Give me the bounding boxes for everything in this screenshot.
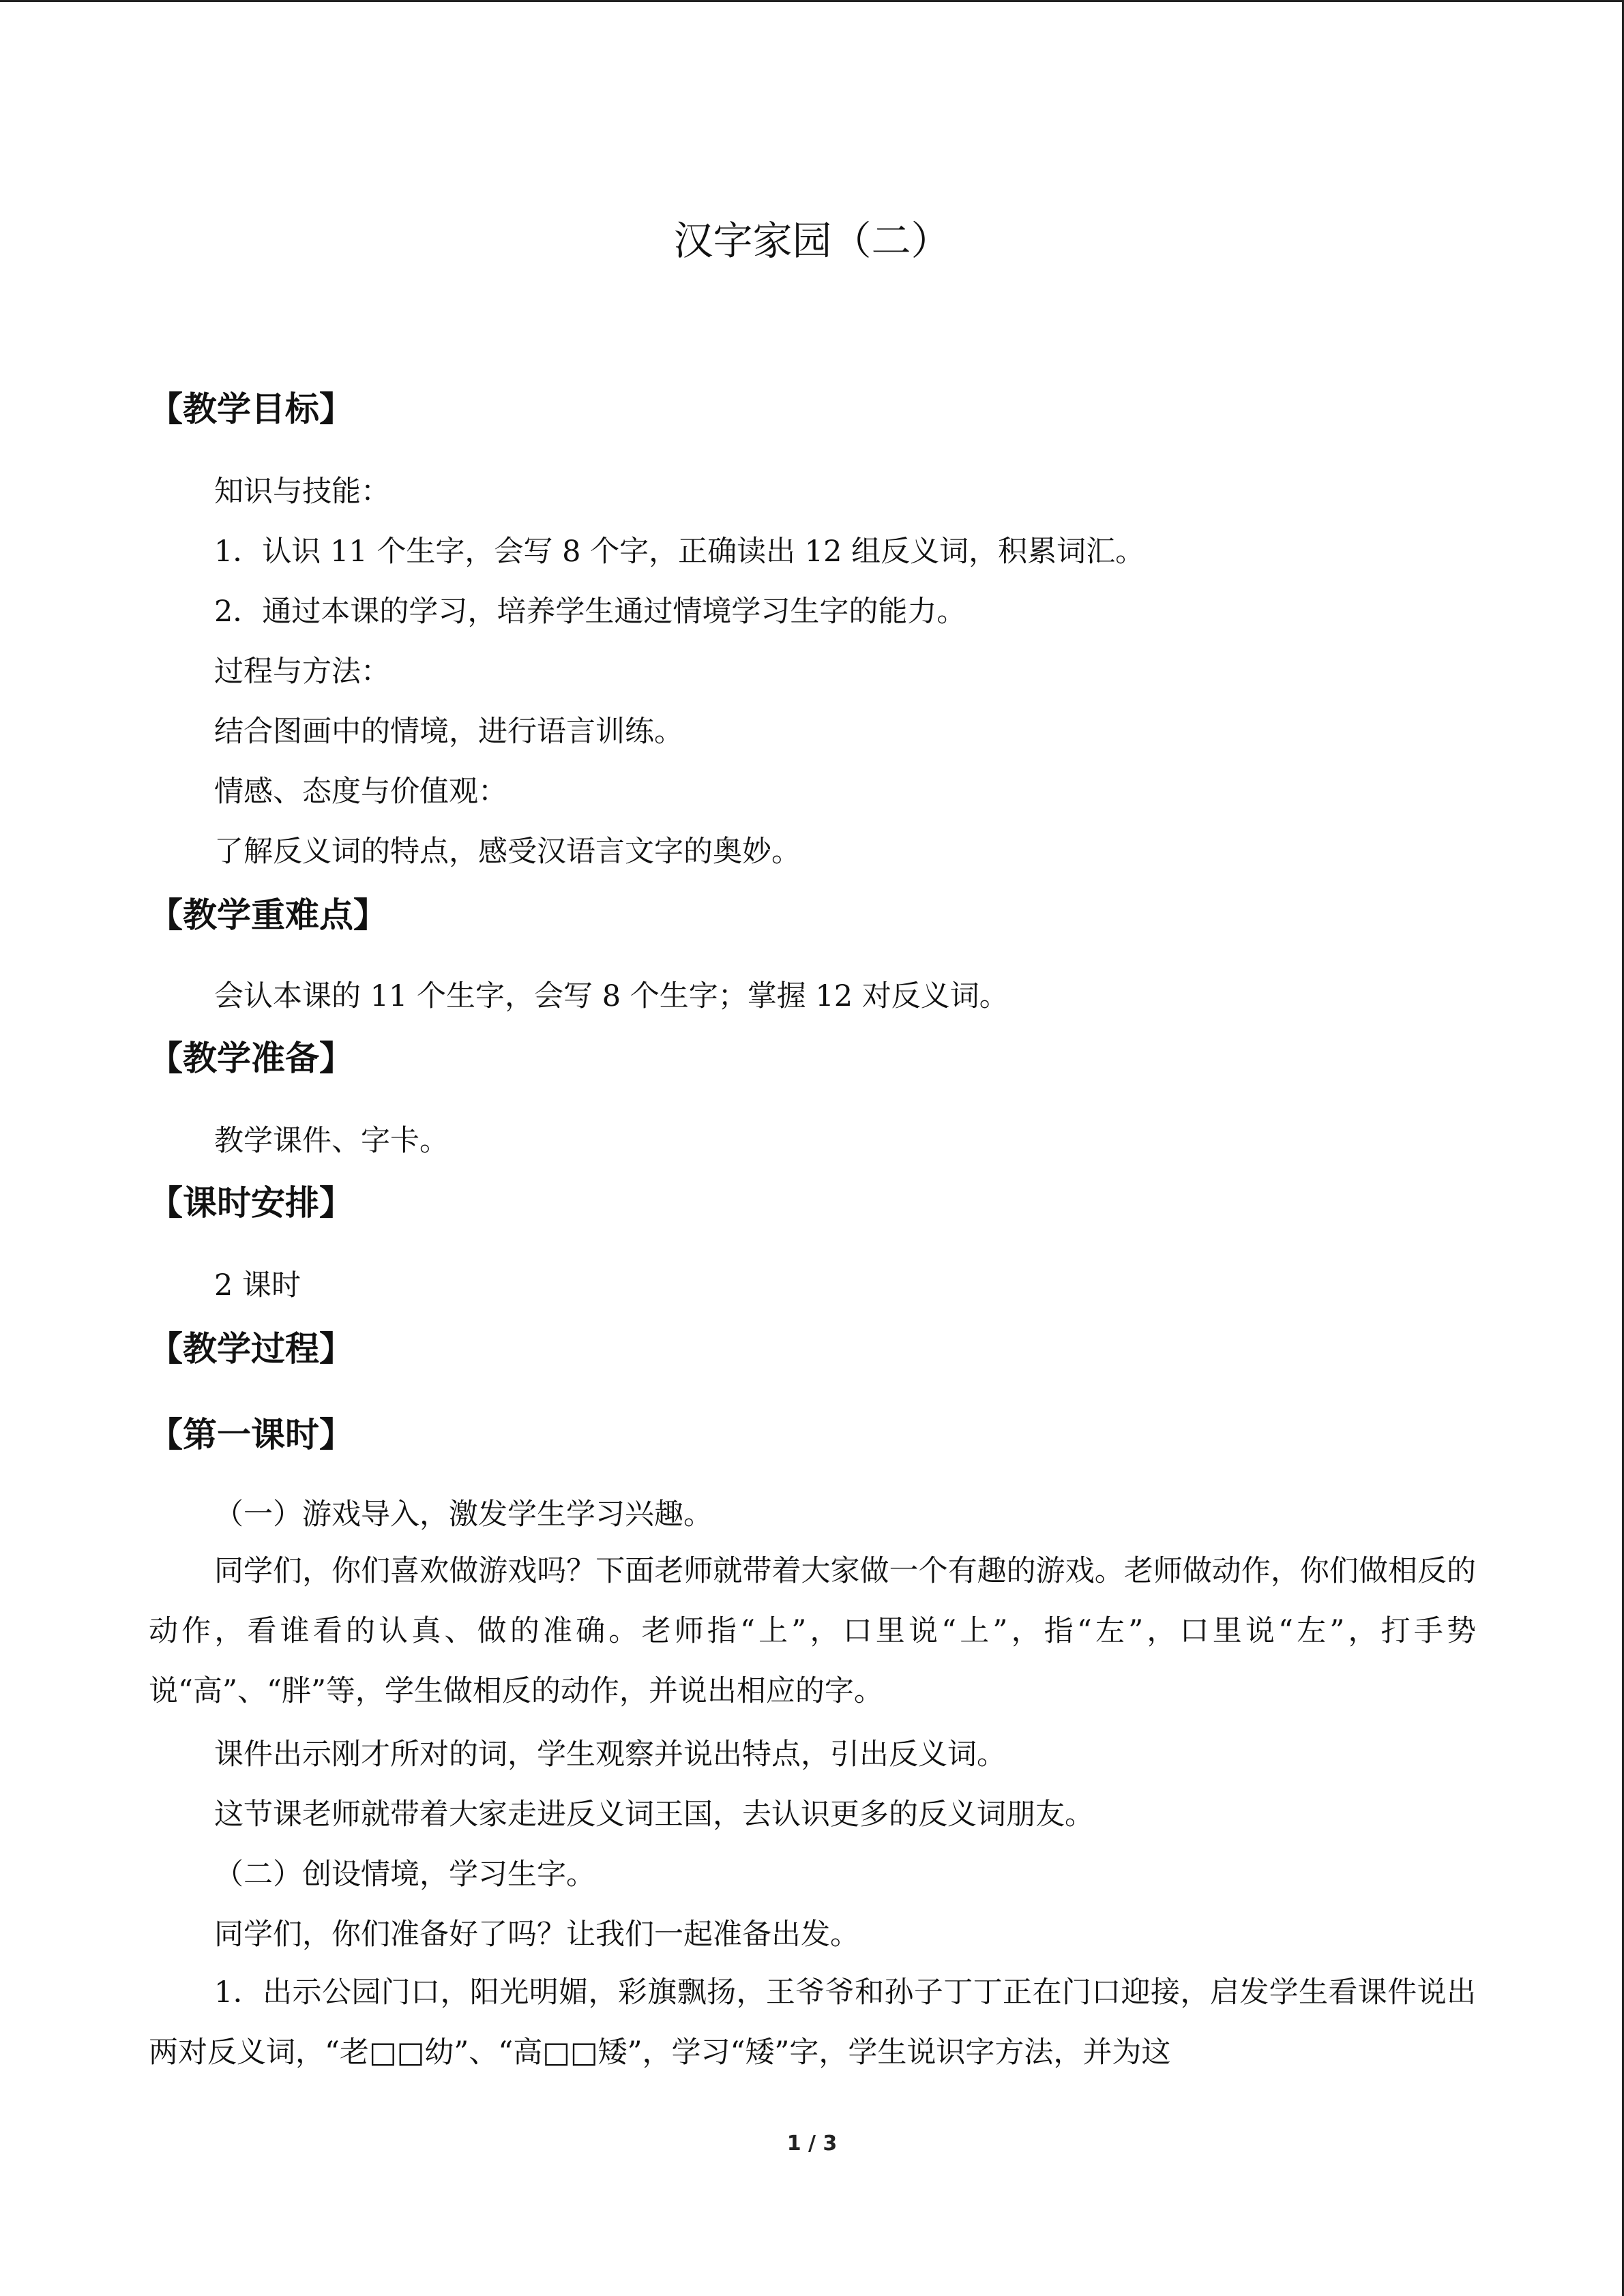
emotion-text: 了解反义词的特点，感受汉语言文字的奥妙。 <box>214 835 801 869</box>
heading-lesson-1: 【第一课时】 <box>149 1415 353 1455</box>
step1-enter: 这节课老师就带着大家走进反义词王国，去认识更多的反义词朋友。 <box>214 1798 1094 1832</box>
knowledge-label: 知识与技能： <box>214 475 390 509</box>
schedule-text: 2 课时 <box>214 1268 301 1302</box>
heading-teaching-process: 【教学过程】 <box>149 1329 353 1369</box>
process-method-text: 结合图画中的情境，进行语言训练。 <box>214 715 683 749</box>
heading-preparation: 【教学准备】 <box>149 1039 353 1078</box>
step2-title: （二）创设情境，学习生字。 <box>214 1858 595 1892</box>
preparation-text: 教学课件、字卡。 <box>214 1124 449 1158</box>
heading-schedule: 【课时安排】 <box>149 1183 353 1223</box>
emotion-label: 情感、态度与价值观： <box>214 775 507 809</box>
document-title: 汉字家园（二） <box>673 218 951 264</box>
key-points-text: 会认本课的 11 个生字，会写 8 个生字；掌握 12 对反义词。 <box>214 979 1009 1013</box>
step1-paragraph: 同学们，你们喜欢做游戏吗？下面老师就带着大家做一个有趣的游戏。老师做动作，你们做相反的动作，看谁看的认真、做的准确。老师指“上”，口里说“上”，指“左”，口里说“左”，打手势说“高”、“胖”等，学生做相反的动作，并说出相应的字。 <box>149 1554 1476 1708</box>
page-number: 1 / 3 <box>786 2132 838 2156</box>
goal-1: 1．认识 11 个生字，会写 8 个字，正确读出 12 组反义词，积累词汇。 <box>214 535 1145 569</box>
goal-2: 2．通过本课的学习，培养学生通过情境学习生字的能力。 <box>214 595 966 629</box>
heading-goals: 【教学目标】 <box>149 389 353 429</box>
step2-paragraph: 1．出示公园门口，阳光明媚，彩旗飘扬，王爷爷和孙子丁丁正在门口迎接，启发学生看课件说出两对反义词，“老□□幼”、“高□□矮”，学习“矮”字，学生说识字方法，并为这 <box>149 1976 1476 2070</box>
step2-ready: 同学们，你们准备好了吗？让我们一起准备出发。 <box>214 1918 859 1952</box>
page-border-top <box>0 0 1624 2</box>
step1-show: 课件出示刚才所对的词，学生观察并说出特点，引出反义词。 <box>214 1738 1006 1772</box>
step1-title: （一）游戏导入，激发学生学习兴趣。 <box>214 1497 713 1532</box>
process-method-label: 过程与方法： <box>214 655 390 689</box>
heading-key-points: 【教学重难点】 <box>149 895 387 935</box>
